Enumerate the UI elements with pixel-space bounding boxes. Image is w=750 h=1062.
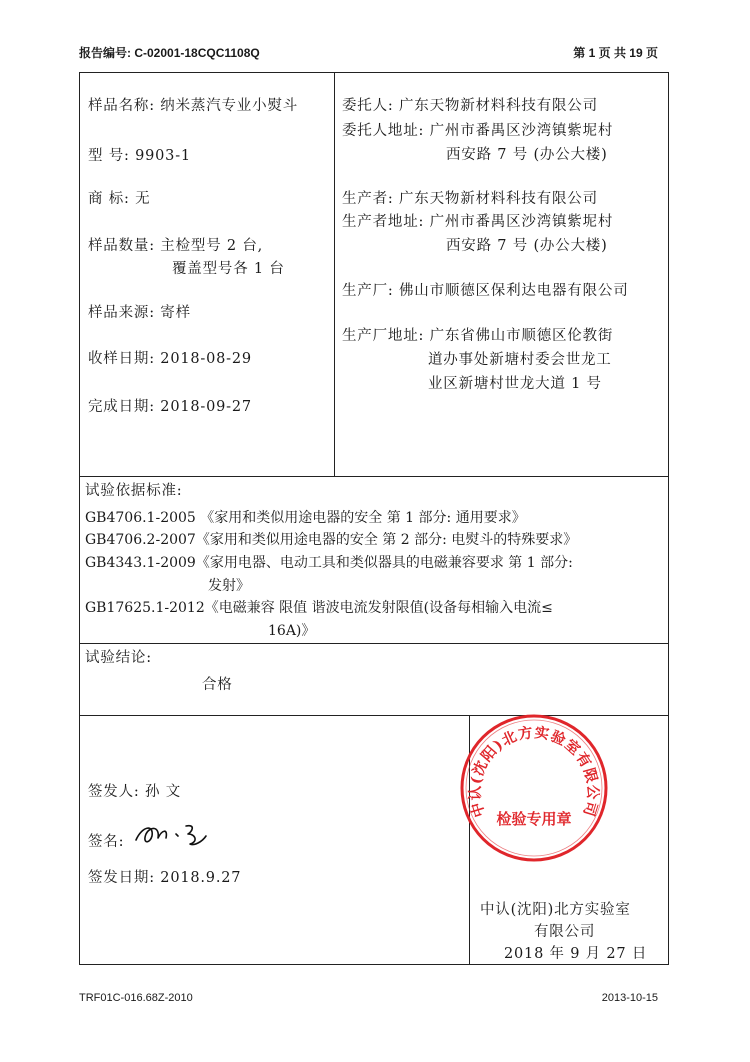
sample-source: 样品来源: 寄样 xyxy=(88,305,191,321)
producer-address: 生产者地址: 广州市番禺区沙湾镇紫坭村 xyxy=(342,214,614,230)
divider xyxy=(79,476,669,477)
factory-address-cont: 道办事处新塘村委会世龙工 xyxy=(428,352,612,368)
completed-date: 完成日期: 2018-09-27 xyxy=(88,399,252,415)
issue-date: 签发日期: 2018.9.27 xyxy=(88,870,242,886)
report-number: 报告编号: C-02001-18CQC1108Q xyxy=(79,46,260,60)
form-number: TRF01C-016.68Z-2010 xyxy=(79,992,193,1004)
page-number: 第 1 页 共 19 页 xyxy=(573,46,658,60)
sample-name: 样品名称: 纳米蒸汽专业小熨斗 xyxy=(88,98,298,114)
received-date: 收样日期: 2018-08-29 xyxy=(88,351,252,367)
conclusion-title: 试验结论: xyxy=(85,650,152,666)
client-address: 委托人地址: 广州市番禺区沙湾镇紫坭村 xyxy=(342,123,614,139)
sample-quantity: 样品数量: 主检型号 2 台, xyxy=(88,238,264,254)
column-divider xyxy=(334,72,335,476)
standard-item-cont: 发射》 xyxy=(208,578,250,594)
lab-name: 中认(沈阳)北方实验室 xyxy=(480,902,631,918)
svg-text:中认(沈阳)北方实验室有限公司: 中认(沈阳)北方实验室有限公司 xyxy=(466,724,602,820)
standard-item-cont: 16A)》 xyxy=(268,623,316,639)
sample-brand: 商 标: 无 xyxy=(88,191,151,207)
factory-address: 生产厂地址: 广东省佛山市顺德区伦教街 xyxy=(342,328,614,344)
standard-item: GB4706.2-2007《家用和类似用途电器的安全 第 2 部分: 电熨斗的特殊要求》 xyxy=(85,532,578,548)
signature-label: 签名: xyxy=(88,834,125,850)
svg-text:检验专用章: 检验专用章 xyxy=(496,810,572,828)
official-seal xyxy=(458,712,610,864)
standard-item: GB17625.1-2012《电磁兼容 限值 谐波电流发射限值(设备每相输入电流≤ xyxy=(85,600,553,616)
factory-name: 生产厂: 佛山市顺德区保利达电器有限公司 xyxy=(342,283,629,299)
sample-model: 型 号: 9903-1 xyxy=(88,148,191,164)
sample-quantity-cont: 覆盖型号各 1 台 xyxy=(172,261,285,277)
lab-date: 2018 年 9 月 27 日 xyxy=(504,946,648,962)
producer-address-cont: 西安路 7 号 (办公大楼) xyxy=(446,238,608,254)
conclusion-result: 合格 xyxy=(202,677,233,693)
issuer: 签发人: 孙 文 xyxy=(88,784,182,800)
handwritten-signature xyxy=(132,814,212,850)
standard-item: GB4343.1-2009《家用电器、电动工具和类似器具的电磁兼容要求 第 1 部分: xyxy=(85,555,573,571)
client-name: 委托人: 广东天物新材料科技有限公司 xyxy=(342,98,598,114)
factory-address-cont: 业区新塘村世龙大道 1 号 xyxy=(428,376,602,392)
client-address-cont: 西安路 7 号 (办公大楼) xyxy=(446,147,608,163)
standards-title: 试验依据标准: xyxy=(85,483,183,499)
form-date: 2013-10-15 xyxy=(601,992,658,1004)
lab-name-cont: 有限公司 xyxy=(534,924,596,940)
producer-name: 生产者: 广东天物新材料科技有限公司 xyxy=(342,191,598,207)
divider xyxy=(79,643,669,644)
standard-item: GB4706.1-2005 《家用和类似用途电器的安全 第 1 部分: 通用要求》 xyxy=(85,510,526,526)
